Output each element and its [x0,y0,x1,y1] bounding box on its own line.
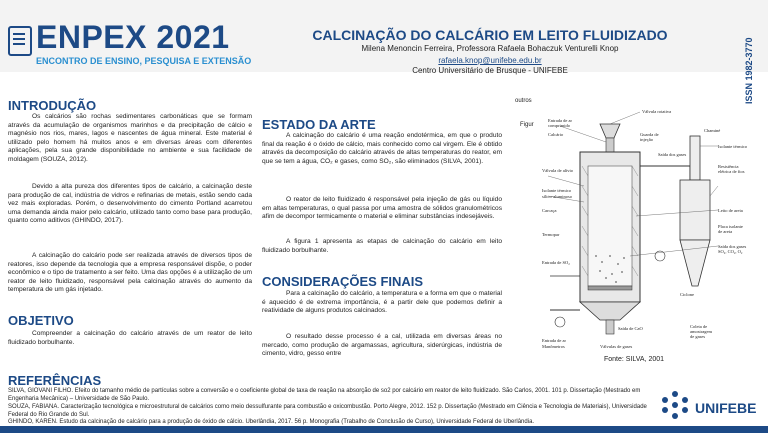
figure-caption-start: Figur [520,122,534,128]
reference-3: GHINDO, KAREN. Estudo da calcinação de calcário para a produção de óxido de cálcio. Uberlândia, 2017. 56 p. Monografia (Trabalho de Conclusão de Curso), Universidade Federal de Uberlândia. [8,419,535,425]
svg-text:Leito de areia: Leito de areia [718,208,743,213]
svg-text:Isolante térmico: Isolante térmico [542,188,572,193]
svg-text:Resistência: Resistência [718,164,739,169]
svg-text:injeção: injeção [640,137,653,142]
svg-text:Entrada de SO₂: Entrada de SO₂ [542,260,570,265]
enpex-logo-icon [8,26,32,56]
issn: ISSN 1982-3770 [744,37,754,104]
objective-paragraph: Compreender a calcinação do calcário através de um reator de leito fluidizado borbulhante. [8,330,252,346]
svg-text:SO₂, CO₂, O₂: SO₂, CO₂, O₂ [718,249,743,254]
svg-text:comprimido: comprimido [548,123,570,128]
references-heading: REFERÊNCIAS [8,373,102,388]
intro-paragraph-2: Devido a alta pureza dos diferentes tipos de calcário, a calcinação deste para produção de cal, indústria de vidros e refinarias de metais, estão sendo cada vez mais exploradas. Porém, o desenvolvimento do cimento Portland acarretou uma demanda ainda maior pelo calcário, utilizado tanto como base para produção, quanto como aditivos (GHINDO, 2017). [8,183,252,225]
svg-text:Ciclone: Ciclone [680,292,694,297]
footer-bar [0,426,768,433]
svg-text:Carcaça: Carcaça [542,208,557,213]
author-email-link[interactable]: rafaela.knop@unifebe.edu.br [438,56,542,65]
svg-text:Manômetros: Manômetros [542,344,565,349]
svg-text:de areia: de areia [718,229,733,234]
svg-text:Chaminé: Chaminé [704,128,721,133]
label-valvula-rotativa: Válvula rotativa [642,109,672,114]
svg-text:Válvula de alívio: Válvula de alívio [542,168,573,173]
state-heading: ESTADO DA ARTE [262,117,376,132]
svg-text:Saída dos gases: Saída dos gases [718,244,747,249]
svg-text:Entrada de ar: Entrada de ar [548,118,572,123]
svg-text:Placa isolante: Placa isolante [718,224,743,229]
svg-text:elétrica de fios: elétrica de fios [718,169,745,174]
intro-paragraph-1: Os calcários são rochas sedimentares carbonáticas que se formam através da acumulação de organismos marinhos e da precipitação de cálcio e magnésio nos rios, mares, lagos e nascentes de água mineral. Este material é utilizado pelo homem há muitos anos e em diversas áreas com diferentes aplicações, pela sua grande disponibilidade no ambiente e sua facilidade de moldagem (SOUZA, 2012). [8,113,252,163]
state-paragraph-1: A calcinação do calcário é uma reação endotérmica, em que o produto final da reação é o óxido de cálcio, mais conhecido como cal virgem. Ele é obtido através da decomposição do calcário através de altas temperaturas do reator, em que se tem a água, CO₂ e gases, como SO₂, são eliminados (SILVA, 2001). [262,132,502,165]
conclusions-paragraph-2: O resultado desse processo é a cal, utilizada em diversas áreas no mercado, como produção de argamassas, agricultura, siderúrgicas, indústria de cimento, vidro, gesso entre [262,333,502,358]
authors: Milena Menoncin Ferreira, Professora Rafaela Bohaczuk Venturelli Knop [361,44,619,53]
figure-label-outros: outros [515,98,532,104]
enpex-logo-subtitle: ENCONTRO DE ENSINO, PESQUISA E EXTENSÃO [36,56,252,66]
enpex-logo-title: ENPEX 2021 [36,19,230,55]
svg-text:amostragem: amostragem [690,329,712,334]
svg-text:sílico-aluminoso: sílico-aluminoso [542,194,572,199]
svg-text:de gases: de gases [690,334,706,339]
fluidized-bed-reactor-diagram [540,106,762,354]
svg-text:Isolante térmico: Isolante térmico [718,144,748,149]
svg-text:Guarda de: Guarda de [640,132,659,137]
reference-2: SOUZA, FABIANA. Caracterização tecnológica e microestrutural de calcários como meio dessulfurante para combustão e oxicombustão. Porto Alegre, 2012. 152 p. Dissertação (Mestrado em Ciência e Tecnologia de Materiais), Universidade Federal do Rio Grande do Sul. [8,404,647,418]
poster-title: CALCINAÇÃO DO CALCÁRIO EM LEITO FLUIDIZADO [312,27,668,43]
svg-text:Entrada de ar: Entrada de ar [542,338,566,343]
conclusions-heading: CONSIDERAÇÕES FINAIS [262,274,424,289]
svg-text:Válvulas de gases: Válvulas de gases [600,344,633,349]
unifebe-logo-text: UNIFEBE [695,400,757,416]
unifebe-logo-icon [660,390,690,420]
conclusions-paragraph-1: Para a calcinação do calcário, a temperatura e a forma em que o material é aquecido é de extrema importância, é a partir dele que podemos definir a reatividade de alguns produtos calcinados. [262,290,502,315]
reference-1: SILVA, GIOVANI FILHO. Efeito do tamanho médio de partículas sobre a conversão e o coeficiente global de taxa de reação na absorção de so2 por calcário em reator de leito fluidizado. São Carlos, 2001. 101 p. Dissertação (Mestrado em Engenharia Mecânica) – Universidade de São Paulo. [8,388,641,402]
state-paragraph-2: O reator de leito fluidizado é responsável pela injeção de gás ou líquido em altas temperaturas, o qual passa por uma amostra de sólidos granulométricos afim de decompor termicamente o material e eliminar substâncias indesejáveis. [262,196,502,221]
intro-heading: INTRODUÇÃO [8,98,97,113]
objective-heading: OBJETIVO [8,313,74,328]
svg-text:Coleta de: Coleta de [690,324,708,329]
state-paragraph-3: A figura 1 apresenta as etapas de calcinação do calcário em leito fluidizado borbulhante. [262,238,502,254]
svg-text:Termopar: Termopar [542,232,560,237]
intro-paragraph-3: A calcinação do calcário pode ser realizada através de diversos tipos de reatores, isso depende da tecnologia que a empresa responsável dispõe, o poder econômico e o tipo de tratamento a ser feito. Uma das opções é a utilização de um reator de leito fluidizado, responsável pela calcinação através do aumento da temperatura de um gás injetado. [8,252,252,294]
svg-text:Calcário: Calcário [548,132,564,137]
figure-source: Fonte: SILVA, 2001 [604,356,665,363]
svg-text:Saída de CaO: Saída de CaO [618,326,643,331]
svg-text:Saída dos gases: Saída dos gases [658,152,687,157]
institution: Centro Universitário de Brusque - UNIFEBE [412,66,568,75]
